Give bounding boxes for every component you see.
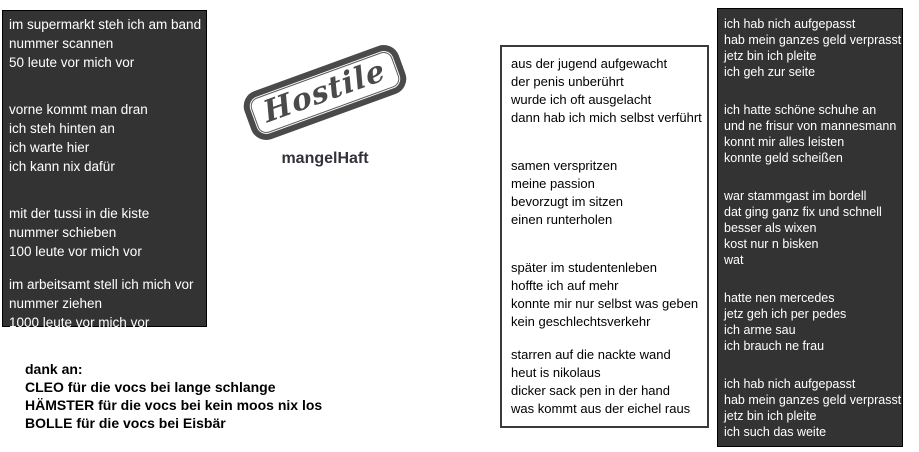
lyric-line: jetz bin ich pleite (724, 49, 817, 63)
lyric-line: ich hab nich aufgepasst (724, 377, 856, 391)
lyric-stanza (9, 15, 200, 72)
lyric-line: im supermarkt steh ich am band (9, 17, 202, 32)
lyric-line: hatte nen mercedes (724, 291, 835, 305)
lyric-line: und ne frisur von mannesmann (724, 119, 897, 133)
lyric-line: ich hatte schöne schuhe an (724, 103, 877, 117)
lyric-line: BOLLE für die vocs bei Eisbär (25, 415, 226, 431)
lyric-line: besser als wixen (724, 221, 817, 235)
lyric-line: bevorzugt im sitzen (511, 194, 623, 209)
lyric-stanza (724, 102, 896, 166)
lyric-stanza (511, 346, 698, 418)
lyric-stanza (511, 157, 698, 229)
lyric-line: ich warte hier (9, 140, 90, 155)
lyric-line: nummer schieben (9, 225, 117, 240)
lyric-line: dicker sack pen in der hand (511, 383, 670, 398)
lyric-line: jetz geh ich per pedes (724, 307, 847, 321)
lyrics-panel-right (717, 8, 903, 447)
lyric-line: ich hab nich aufgepasst (724, 17, 856, 31)
credits-block (25, 360, 322, 432)
lyric-line: ich geh zur seite (724, 65, 816, 79)
lyric-line: der penis unberührt (511, 74, 624, 89)
lyric-line: vorne kommt man dran (9, 102, 148, 117)
lyric-stanza (511, 55, 702, 127)
lyric-line: hoffte ich auf mehr (511, 278, 619, 293)
lyric-line: HÄMSTER für die vocs bei kein moos nix los (25, 397, 323, 413)
lyric-line: später im studentenleben (511, 260, 657, 275)
lyric-line: aus der jugend aufgewacht (511, 56, 668, 71)
lyric-line: mit der tussi in die kiste (9, 206, 150, 221)
lyric-line: starren auf die nackte wand (511, 347, 671, 362)
lyric-line: einen runterholen (511, 212, 613, 227)
lyric-line: ich brauch ne frau (724, 339, 825, 353)
lyric-line: nummer scannen (9, 36, 114, 51)
lyric-stanza (724, 188, 896, 268)
lyric-line: 50 leute vor mich vor (9, 55, 135, 70)
lyric-line: nummer ziehen (9, 296, 103, 311)
band-name: mangelHaft (281, 150, 369, 167)
lyric-stanza (724, 376, 902, 440)
lyric-line: dann hab ich mich selbst verführt (511, 110, 702, 125)
lyric-stanza (25, 360, 322, 432)
hostile-stamp-logo (239, 40, 411, 144)
lyric-line: kein geschlechtsverkehr (511, 314, 651, 329)
lyric-line: dat ging ganz fix und schnell (724, 205, 882, 219)
lyric-line: konnte mir nur selbst was geben (511, 296, 699, 311)
lyric-line: meine passion (511, 176, 595, 191)
lyric-line: kost nur n bisken (724, 237, 819, 251)
lyric-line: heut is nikolaus (511, 365, 601, 380)
lyric-line: ich arme sau (724, 323, 796, 337)
lyric-line: ich such das weite (724, 425, 827, 439)
lyric-line: dank an: (25, 361, 83, 377)
stamp-logo-text: Hostile (259, 52, 390, 130)
lyric-line: hab mein ganzes geld verprasst (724, 393, 902, 407)
lyric-line: hab mein ganzes geld verprasst (724, 33, 902, 47)
lyric-line: konnt mir alles leisten (724, 135, 845, 149)
lyric-line: 1000 leute vor mich vor (9, 315, 150, 330)
lyric-stanza (724, 16, 902, 80)
lyric-line: ich steh hinten an (9, 121, 115, 136)
lyric-line: wat (724, 253, 744, 267)
lyric-line: 100 leute vor mich vor (9, 244, 142, 259)
lyric-line: war stammgast im bordell (724, 189, 867, 203)
lyrics-panel-left (2, 10, 207, 330)
lyric-line: was kommt aus der eichel raus (511, 401, 691, 416)
band-logo-block (240, 42, 410, 168)
lyric-line: ich kann nix dafür (9, 159, 115, 174)
lyric-line: im arbeitsamt stell ich mich vor (9, 277, 194, 292)
lyric-line: jetz bin ich pleite (724, 409, 817, 423)
lyric-line: samen verspritzen (511, 158, 618, 173)
lyric-stanza (9, 100, 200, 176)
lyric-stanza (724, 290, 896, 354)
lyric-stanza (9, 275, 200, 332)
lyrics-panel-center (500, 45, 709, 428)
lyric-stanza (511, 259, 698, 331)
stamp-wrap (240, 42, 410, 142)
lyric-line: wurde ich oft ausgelacht (511, 92, 652, 107)
lyric-line: CLEO für die vocs bei lange schlange (25, 379, 276, 395)
lyric-line: konnte geld scheißen (724, 151, 843, 165)
lyric-stanza (9, 204, 200, 261)
